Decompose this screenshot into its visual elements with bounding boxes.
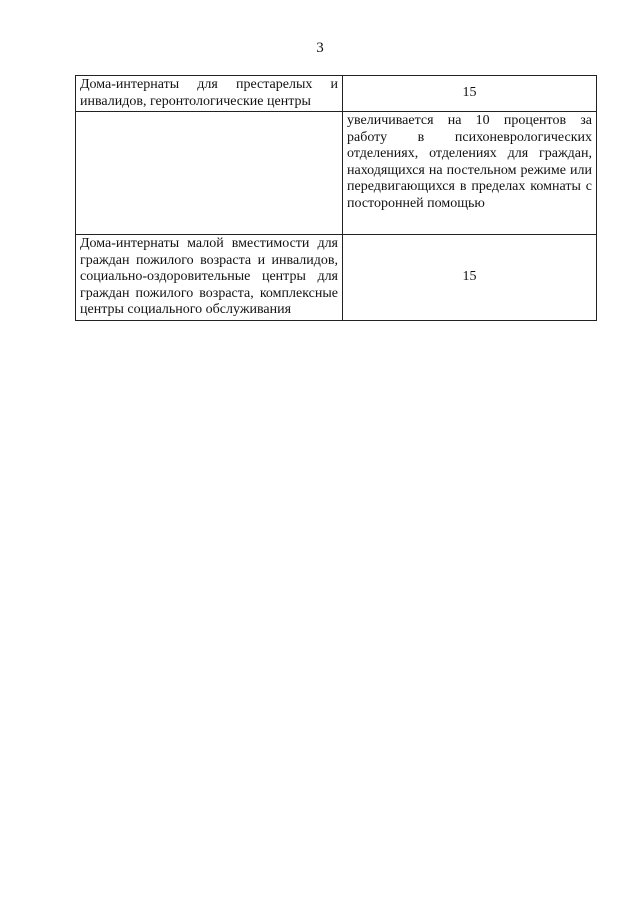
rates-table	[75, 75, 597, 321]
institution-type-cell: Дома-интернаты малой вместимости для граждан пожилого возраста и инвалидов, социально-оздоровительные центры для граждан пожилого возраста, комплексные центры социального обслуживания	[76, 235, 343, 321]
rate-value-cell: 15	[343, 235, 597, 321]
institution-type-cell: Дома-интернаты для престарелых и инвалидов, геронтологические центры	[76, 76, 343, 112]
rate-value-cell: 15	[343, 76, 597, 112]
empty-cell	[76, 112, 343, 235]
table-row	[76, 76, 597, 112]
table-row	[76, 235, 597, 321]
page-number: 3	[316, 40, 324, 56]
table-row	[76, 112, 597, 235]
rate-note-cell: увеличивается на 10 процентов за работу в психоневрологических отделениях, отделениях для граждан, находящихся на постельном режиме или передвигающихся в пределах комнаты с посторонней помощью	[343, 112, 597, 235]
